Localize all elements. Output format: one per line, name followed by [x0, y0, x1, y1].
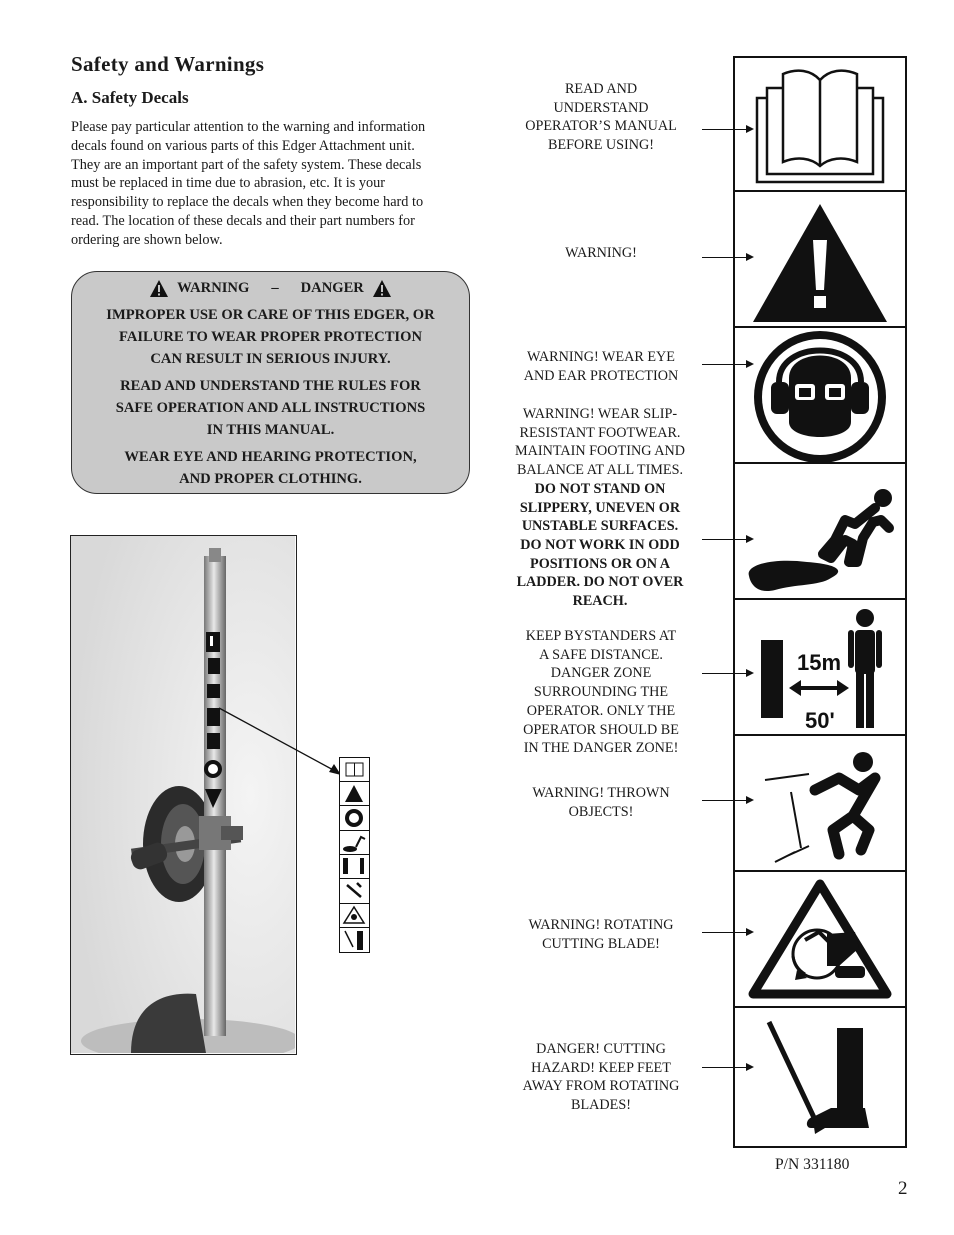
label-line: AWAY FROM ROTATING	[522, 1078, 680, 1095]
page-title: Safety and Warnings	[71, 52, 265, 76]
warning-paragraph	[72, 375, 469, 441]
warning-label: WARNING	[177, 280, 250, 296]
label-line: RESISTANT FOOTWEAR.	[519, 424, 681, 441]
warning-line: FAILURE TO WEAR PROPER PROTECTION	[119, 329, 422, 345]
label-line-bold: UNSTABLE SURFACES.	[521, 518, 679, 535]
label-read-manual	[506, 80, 696, 155]
label-line-bold: LADDER. DO NOT OVER	[516, 574, 684, 591]
warning-triangle-icon	[149, 279, 169, 298]
label-line: WARNING! WEAR SLIP-	[522, 406, 678, 422]
intro-paragraph	[71, 118, 466, 250]
intro-line: read. The location of these decals and their part numbers for	[71, 212, 415, 229]
label-line: DANGER! CUTTING	[536, 1041, 666, 1057]
edger-photo	[70, 535, 297, 1055]
rotating-blade-icon	[735, 874, 905, 1008]
warning-paragraph	[72, 304, 469, 370]
decal-slip-fall	[735, 466, 905, 600]
foot-cutting-icon	[735, 1010, 905, 1144]
warning-line: AND PROPER CLOTHING.	[179, 471, 362, 487]
mini-decal-icons	[339, 757, 370, 953]
label-line-bold: DO NOT WORK IN ODD	[520, 536, 680, 553]
label-line-bold: SLIPPERY, UNEVEN OR	[519, 499, 681, 516]
page-number: 2	[898, 1178, 908, 1199]
label-line: WARNING! THROWN	[532, 785, 670, 801]
label-line: CUTTING BLADE!	[542, 935, 660, 952]
label-line: IN THE DANGER ZONE!	[523, 740, 679, 757]
intro-line: ordering are shown below.	[71, 231, 223, 248]
label-line: OPERATOR SHOULD BE	[523, 721, 679, 738]
part-number: P/N 331180	[775, 1156, 850, 1173]
warning-line: CAN RESULT IN SERIOUS INJURY.	[150, 351, 391, 367]
distance-feet: 50'	[805, 708, 835, 733]
label-line: BEFORE USING!	[547, 137, 655, 154]
book-icon	[735, 58, 905, 192]
label-line: WARNING!	[565, 245, 637, 261]
label-line: WARNING! ROTATING	[528, 917, 674, 933]
decal-eye-ear-protection	[735, 330, 905, 464]
section-heading: A. Safety Decals	[71, 88, 189, 107]
label-slip-footwear	[500, 405, 700, 611]
warning-danger-box	[71, 271, 470, 494]
warning-line: SAFE OPERATION AND ALL INSTRUCTIONS	[115, 400, 426, 416]
bystander-distance-icon	[735, 602, 905, 736]
header-dash: –	[271, 280, 279, 296]
label-line-bold: DO NOT STAND ON	[534, 480, 666, 497]
warning-line: WEAR EYE AND HEARING PROTECTION,	[124, 449, 417, 465]
slip-fall-icon	[735, 466, 905, 600]
decal-rotating-blade	[735, 874, 905, 1008]
warning-line: READ AND UNDERSTAND THE RULES FOR	[120, 378, 421, 394]
label-eye-ear	[506, 348, 696, 385]
warning-line: IMPROPER USE OR CARE OF THIS EDGER, OR	[106, 307, 435, 323]
label-line: OPERATOR’S MANUAL	[525, 118, 677, 135]
decal-bystander-distance	[735, 602, 905, 736]
label-rotating-blade	[506, 916, 696, 953]
label-bystanders	[506, 627, 696, 758]
mini-decal-strip	[339, 757, 370, 958]
label-cutting-hazard	[506, 1040, 696, 1115]
label-line: BALANCE AT ALL TIMES.	[516, 462, 684, 479]
label-line: UNDERSTAND	[553, 99, 649, 116]
label-thrown-objects	[506, 784, 696, 821]
decal-foot-cutting	[735, 1010, 905, 1144]
label-line: MAINTAIN FOOTING AND	[515, 443, 685, 460]
label-line-bold: POSITIONS OR ON A	[530, 555, 670, 572]
label-line: AND EAR PROTECTION	[523, 367, 679, 384]
label-line: DANGER ZONE	[550, 665, 652, 682]
warning-triangle-icon	[735, 194, 905, 328]
decal-read-manual	[735, 58, 905, 192]
intro-line: must be replaced in time due to abrasion, etc. It is your	[71, 175, 386, 192]
intro-line: responsibility to replace the decals when they become hard to	[71, 194, 424, 211]
intro-line: They are an important part of the safety system. These decals	[71, 156, 422, 173]
warning-box-header	[72, 277, 469, 299]
label-line: OPERATOR. ONLY THE	[526, 702, 676, 719]
label-line: HAZARD! KEEP FEET	[531, 1059, 671, 1076]
danger-label: DANGER	[300, 280, 364, 296]
label-line: KEEP BYSTANDERS AT	[525, 628, 677, 644]
label-line: BLADES!	[571, 1097, 631, 1114]
distance-metric: 15m	[797, 650, 842, 675]
decal-warning	[735, 194, 905, 328]
decal-thrown-objects	[735, 738, 905, 872]
pointer-line	[215, 700, 345, 780]
label-line: WARNING! WEAR EYE	[527, 349, 675, 365]
warning-triangle-icon	[372, 279, 392, 298]
decal-strip	[733, 56, 907, 1148]
intro-line: decals found on various parts of this Edger Attachment unit.	[71, 137, 415, 154]
label-line: OBJECTS!	[568, 803, 634, 820]
label-line-bold: REACH.	[572, 593, 628, 610]
thrown-objects-icon	[735, 738, 905, 872]
edger-illustration	[71, 536, 295, 1053]
label-line: A SAFE DISTANCE.	[539, 646, 663, 663]
warning-paragraph	[72, 446, 469, 490]
eye-ear-protection-icon	[735, 330, 905, 464]
label-warning	[506, 244, 696, 263]
label-line: SURROUNDING THE	[533, 684, 669, 701]
intro-line: Please pay particular attention to the warning and information	[71, 119, 426, 135]
label-line: READ AND	[564, 81, 638, 97]
warning-line: IN THIS MANUAL.	[206, 422, 335, 438]
